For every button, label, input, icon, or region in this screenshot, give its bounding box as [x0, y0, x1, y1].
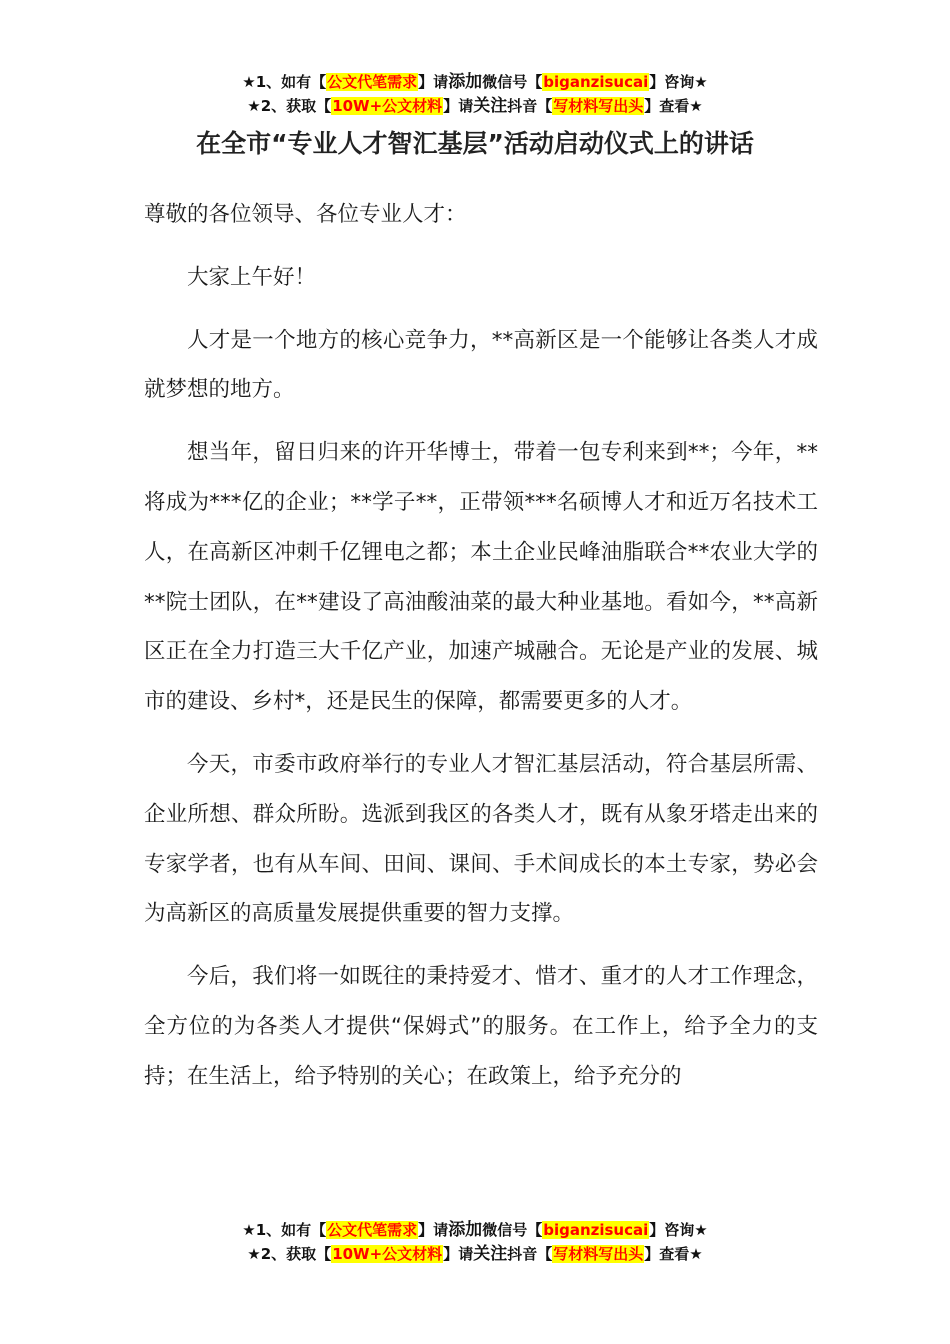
- highlight-wechat-id: biganzisucai: [543, 1221, 649, 1239]
- banner-text: ★2、获取【: [247, 97, 332, 115]
- highlight-douyin: 写材料写出头: [553, 1245, 644, 1263]
- document-title: 在全市“专业人才智汇基层”活动启动仪式上的讲话: [196, 129, 754, 158]
- highlight-materials: 10W+公文材料: [332, 97, 443, 115]
- banner-text: 】查看★: [644, 97, 703, 115]
- highlight-ghostwriting: 公文代笔需求: [327, 1221, 418, 1239]
- banner-text: 抖音【: [507, 97, 553, 115]
- banner-line-1: [0, 1218, 950, 1242]
- highlight-wechat-id: biganzisucai: [543, 73, 649, 91]
- banner-text: 】咨询★: [649, 1221, 708, 1239]
- banner-text: ★1、如有【: [242, 1221, 327, 1239]
- banner-text: 微信号【: [482, 1221, 543, 1239]
- banner-text: ★1、如有【: [242, 73, 327, 91]
- banner-text: 】请: [418, 1221, 449, 1239]
- header-banner: [0, 70, 950, 118]
- paragraph: 今后，我们将一如既往的秉持爱才、惜才、重才的人才工作理念，全方位的为各类人才提供“保姆式”的服务。在工作上，给予全力的支持；在生活上，给予特别的关心；在政策上，给予充分的: [144, 964, 818, 1089]
- highlight-douyin: 写材料写出头: [553, 97, 644, 115]
- banner-text: 】请: [443, 97, 474, 115]
- document-body: [144, 190, 818, 1115]
- banner-text: 抖音【: [507, 1245, 553, 1263]
- banner-emphasis: 添加: [448, 1220, 483, 1240]
- banner-line-2: [0, 1242, 950, 1266]
- banner-emphasis: 添加: [448, 72, 483, 92]
- banner-text: 微信号【: [482, 73, 543, 91]
- banner-emphasis: 关注: [473, 96, 508, 116]
- paragraph: 想当年，留日归来的许开华博士，带着一包专利来到**；今年，**将成为***亿的企业；**学子**，正带领***名硕博人才和近万名技术工人，在高新区冲刺千亿锂电之都；本土企业民峰油脂联合**农业大学的**院士团队，在**建设了高油酸油菜的最大种业基地。看如今，**高新区正在全力打造三大千亿产业，加速产城融合。无论是产业的发展、城市的建设、乡村*，还是民生的保障，都需要更多的人才。: [144, 440, 818, 715]
- banner-text: 】查看★: [644, 1245, 703, 1263]
- salutation: 尊敬的各位领导、各位专业人才：: [144, 202, 467, 227]
- banner-line-1: [0, 70, 950, 94]
- greeting: 大家上午好！: [187, 264, 317, 290]
- banner-text: ★2、获取【: [247, 1245, 332, 1263]
- banner-text: 】咨询★: [649, 73, 708, 91]
- highlight-materials: 10W+公文材料: [332, 1245, 443, 1263]
- paragraph: 人才是一个地方的核心竞争力，**高新区是一个能够让各类人才成就梦想的地方。: [144, 327, 818, 403]
- banner-text: 】请: [418, 73, 449, 91]
- paragraph: 今天，市委市政府举行的专业人才智汇基层活动，符合基层所需、企业所想、群众所盼。选派到我区的各类人才，既有从象牙塔走出来的专家学者，也有从车间、田间、课间、手术间成长的本土专家，势必会为高新区的高质量发展提供重要的智力支撑。: [144, 751, 818, 927]
- banner-text: 】请: [443, 1245, 474, 1263]
- banner-line-2: [0, 94, 950, 118]
- banner-emphasis: 关注: [473, 1244, 508, 1264]
- footer-banner: [0, 1218, 950, 1266]
- highlight-ghostwriting: 公文代笔需求: [327, 73, 418, 91]
